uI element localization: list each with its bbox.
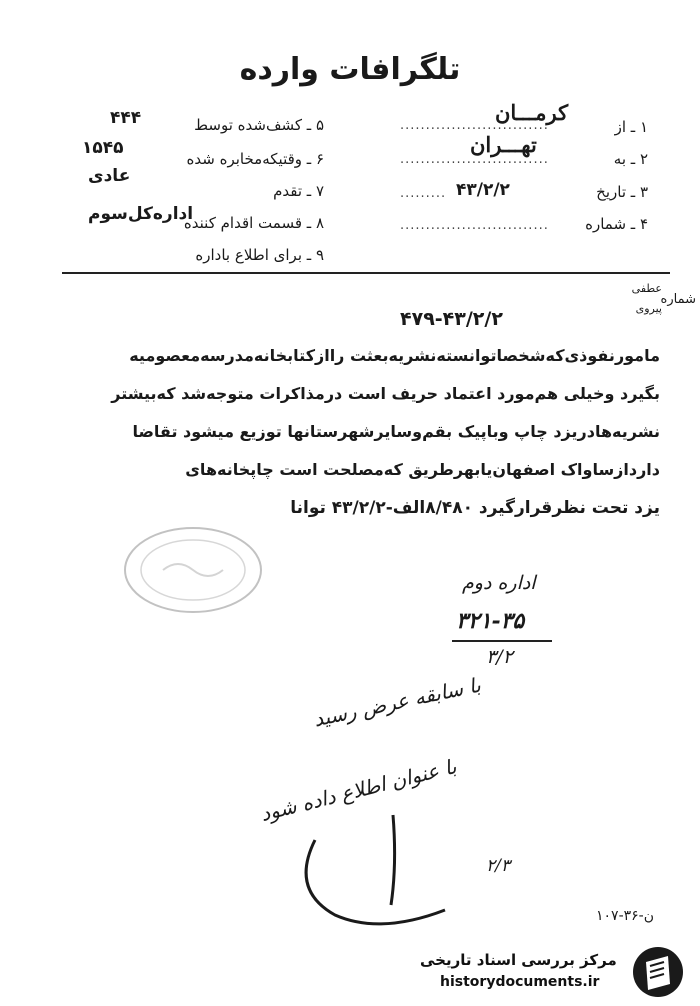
reference-peyro: پیروی <box>635 302 662 315</box>
field-to-label: ۲ ـ به <box>613 150 648 168</box>
field-decoded-label: ۵ ـ کشف‌شده توسط <box>194 116 324 134</box>
field-date-label: ۳ ـ تاریخ <box>596 183 648 201</box>
faded-stamp-icon <box>118 520 268 620</box>
field-date-value: ۴۳/۲/۲ <box>456 180 510 200</box>
body-line-1: مامورنفوذی‌که‌شخصاتوانسته‌نشریه‌بعثت راازکتابخانه‌مدرسه‌معصومیه <box>129 346 660 365</box>
body-line-3: نشریه‌هادریزد چاپ وباپیک بقم‌وسایرشهرستانها توزیع میشود تقاضا <box>132 422 660 441</box>
field-action-value: اداره‌کل‌سوم <box>88 204 194 224</box>
document-title: تلگرافات وارده <box>239 52 461 87</box>
body-line-4: داردازساواک اصفهان‌یابهرطریق که‌مصلحت است چاپخانه‌های <box>185 460 660 479</box>
field-decoded-value: ۴۴۴ <box>110 108 142 128</box>
field-from-label: ۱ ـ از <box>614 118 648 136</box>
handwritten-number-underline <box>452 640 552 642</box>
handwritten-date: ۲/۳ <box>486 856 510 876</box>
body-line-2: بگیرد وخیلی هم‌مورد اعتماد حریف است درمذاکرات متوجه‌شد که‌بیشتر <box>111 384 660 403</box>
field-from-value: کرمـــان <box>495 100 569 125</box>
field-priority-value: عادی <box>88 166 131 186</box>
reference-atf: عطفی <box>631 282 662 295</box>
handwritten-note-2: با عنوان اطلاع داده شود <box>258 754 459 826</box>
field-priority-label: ۷ ـ تقدم <box>273 182 324 200</box>
reference-number: ۴۷۹-۴۳/۲/۲ <box>400 308 503 330</box>
document-code: ن-۳۶-۱۰۷ <box>596 908 655 924</box>
field-number-dots: ............................. <box>400 218 549 233</box>
field-info-label: ۹ ـ برای اطلاع باداره <box>195 246 324 264</box>
watermark-logo-icon <box>630 944 686 1000</box>
signature-icon <box>285 810 455 930</box>
watermark-url: historydocuments.ir <box>440 974 600 990</box>
field-action-label: ۸ ـ قسمت اقدام کننده <box>183 214 324 232</box>
watermark-title: مرکز بررسی اسناد تاریخی <box>420 951 617 969</box>
field-number-label: ۴ ـ شماره <box>585 215 648 233</box>
field-from-dots: ............................. <box>400 118 549 133</box>
handwritten-note-1: با سابقه عرض رسید <box>311 672 483 732</box>
header-divider <box>62 272 670 274</box>
field-date-dots: ......... <box>400 186 447 201</box>
field-sent-label: ۶ ـ وقتیکه‌مخابره شده <box>186 150 324 168</box>
reference-label: شماره <box>660 292 696 307</box>
field-to-dots: ............................. <box>400 152 549 167</box>
handwritten-department: اداره دوم <box>462 572 536 594</box>
body-line-5: یزد تحت نظرقرارگیرد ۸/۴۸۰الف-۴۳/۲/۲ توانا <box>290 498 660 518</box>
field-to-value: تهـــران <box>470 132 537 157</box>
handwritten-number: ۳۲۱-۳۵ <box>456 608 525 634</box>
handwritten-initial: ۳/۲ <box>486 646 513 668</box>
field-sent-value: ۱۵۴۵ <box>82 138 124 158</box>
